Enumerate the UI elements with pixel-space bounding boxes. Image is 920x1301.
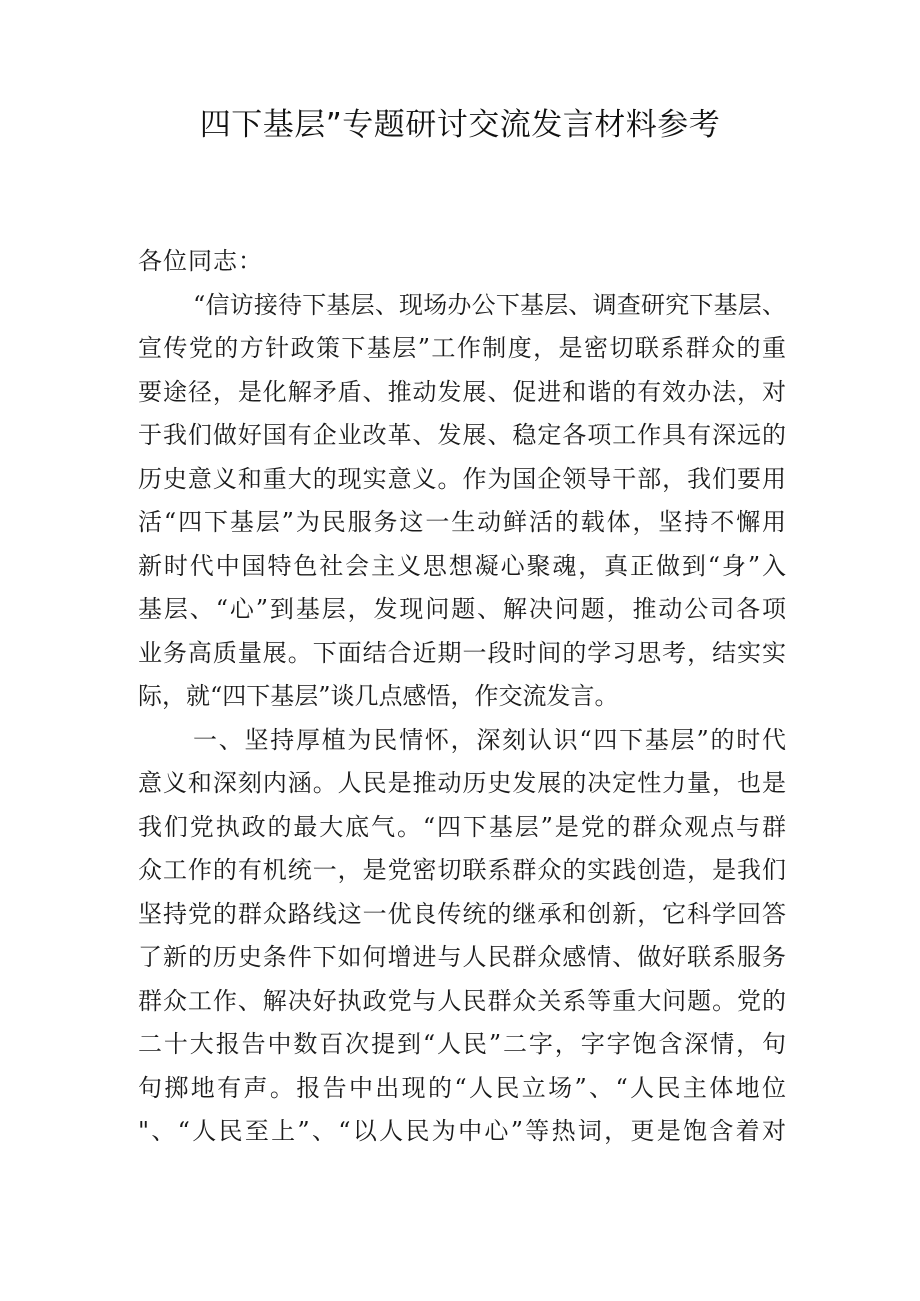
paragraph-line: 句掷地有声。报告中出现的“人民立场”、“人民主体地位 <box>138 1073 786 1102</box>
salutation: 各位同志： <box>138 247 263 275</box>
paragraph-line-last: 际，就“四下基层”谈几点感悟，作交流发言。 <box>138 682 619 710</box>
paragraph-line: 业务高质量展。下面结合近期一段时间的学习思考，结实实 <box>138 638 786 667</box>
paragraph-line: “信访接待下基层、现场办公下基层、调查研究下基层、 <box>193 290 786 319</box>
document-title: 四下基层”专题研讨交流发言材料参考 <box>199 107 721 143</box>
paragraph-line: 众工作的有机统一，是党密切联系群众的实践创造，是我们 <box>138 856 786 884</box>
paragraph-line: 新时代中国特色社会主义思想凝心聚魂，真正做到“身”入 <box>138 551 786 580</box>
paragraph-2 <box>138 719 786 1154</box>
paragraph-line: 坚持党的群众路线这一优良传统的继承和创新，它科学回答 <box>138 899 786 928</box>
paragraph-line: 基层、“心”到基层，发现问题、解决问题，推动公司各项 <box>138 595 786 623</box>
paragraph-line: 了新的历史条件下如何增进与人民群众感情、做好联系服务 <box>138 943 786 971</box>
paragraph-line: 历史意义和重大的现实意义。作为国企领导干部，我们要用 <box>138 464 786 493</box>
document-body <box>138 240 786 1154</box>
paragraph-line: "、“人民至上”、“以人民为中心”等热词，更是饱含着对 <box>138 1117 786 1145</box>
paragraph-line: 宣传党的方针政策下基层”工作制度，是密切联系群众的重 <box>138 334 786 362</box>
paragraph-line: 一、坚持厚植为民情怀，深刻认识“四下基层”的时代 <box>193 725 786 754</box>
paragraph-line: 活“四下基层”为民服务这一生动鲜活的载体，坚持不懈用 <box>138 508 786 536</box>
paragraph-line: 于我们做好国有企业改革、发展、稳定各项工作具有深远的 <box>138 421 786 449</box>
paragraph-line: 二十大报告中数百次提到“人民”二字，字字饱含深情，句 <box>138 1030 786 1058</box>
paragraph-line: 群众工作、解决好执政党与人民群众关系等重大问题。党的 <box>138 986 786 1015</box>
paragraph-line: 意义和深刻内涵。人民是推动历史发展的决定性力量，也是 <box>138 769 786 797</box>
paragraph-line: 我们党执政的最大底气。“四下基层”是党的群众观点与群 <box>138 812 786 841</box>
paragraph-line: 要途径，是化解矛盾、推动发展、促进和谐的有效办法，对 <box>138 377 786 406</box>
paragraph-1 <box>138 284 786 719</box>
